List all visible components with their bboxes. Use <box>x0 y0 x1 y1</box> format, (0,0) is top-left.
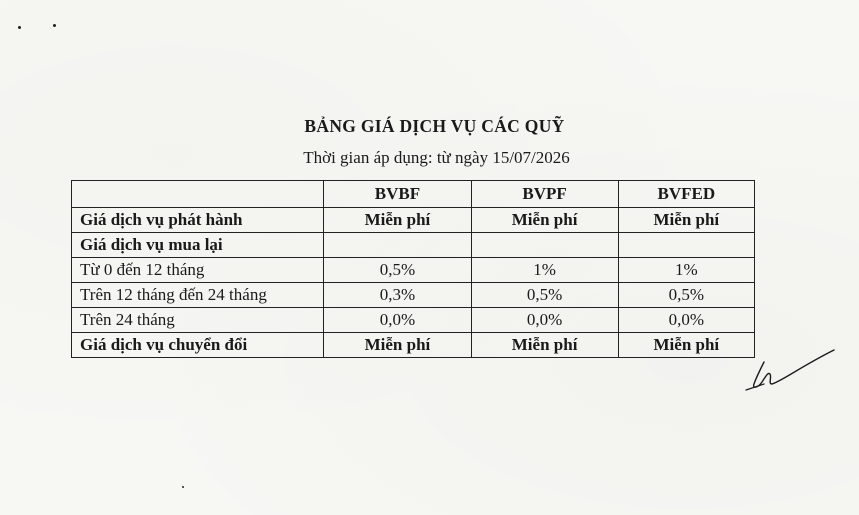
table-row-redemption-fee <box>72 233 755 258</box>
row-label: Trên 24 tháng <box>72 308 324 333</box>
cell-value: Miễn phí <box>324 208 471 233</box>
cell-value: 0,0% <box>471 308 618 333</box>
cell-value: Miễn phí <box>618 208 754 233</box>
document-subtitle: Thời gian áp dụng: từ ngày 15/07/2026 <box>303 148 570 167</box>
fee-table <box>71 180 755 358</box>
cell-value: Miễn phí <box>471 208 618 233</box>
cell-value: Miễn phí <box>471 333 618 358</box>
row-label: Từ 0 đến 12 tháng <box>72 258 324 283</box>
cell-value: 0,0% <box>618 308 754 333</box>
header-cell-bvpf: BVPF <box>471 181 618 208</box>
row-label: Giá dịch vụ chuyển đổi <box>72 333 324 358</box>
cell-value: Miễn phí <box>618 333 754 358</box>
row-label: Trên 12 tháng đến 24 tháng <box>72 283 324 308</box>
cell-value <box>618 233 754 258</box>
cell-value <box>471 233 618 258</box>
scan-speck <box>18 26 21 29</box>
header-cell-empty <box>72 181 324 208</box>
table-row-0-12-months <box>72 258 755 283</box>
signature-icon <box>742 344 837 394</box>
table-row-over-24-months <box>72 308 755 333</box>
row-label: Giá dịch vụ mua lại <box>72 233 324 258</box>
cell-value: 0,5% <box>618 283 754 308</box>
cell-value: 0,3% <box>324 283 471 308</box>
cell-value: 0,5% <box>324 258 471 283</box>
header-cell-bvfed: BVFED <box>618 181 754 208</box>
cell-value: 1% <box>471 258 618 283</box>
scan-speck <box>182 486 184 488</box>
table-row-12-24-months <box>72 283 755 308</box>
cell-value: 0,0% <box>324 308 471 333</box>
cell-value <box>324 233 471 258</box>
header-cell-bvbf: BVBF <box>324 181 471 208</box>
cell-value: Miễn phí <box>324 333 471 358</box>
table-row-issuance-fee <box>72 208 755 233</box>
table-header-row <box>72 181 755 208</box>
document-title: BẢNG GIÁ DỊCH VỤ CÁC QUỸ <box>304 116 565 136</box>
row-label: Giá dịch vụ phát hành <box>72 208 324 233</box>
cell-value: 0,5% <box>471 283 618 308</box>
table-row-switching-fee <box>72 333 755 358</box>
cell-value: 1% <box>618 258 754 283</box>
scan-speck <box>53 24 56 27</box>
